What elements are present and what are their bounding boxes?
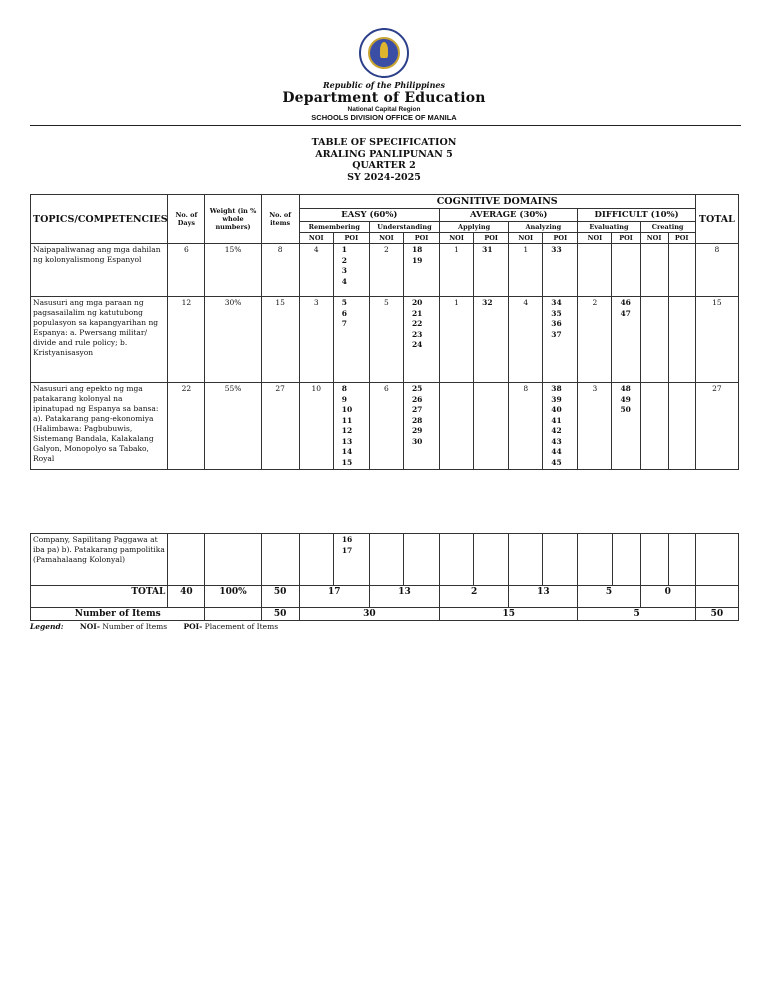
- poi-cell: 32: [474, 297, 509, 383]
- noi-cell: [640, 297, 668, 383]
- weight-cell: 55%: [205, 383, 261, 470]
- noi-cell: 8: [509, 383, 543, 470]
- poi-cell: 16 17: [333, 534, 369, 586]
- legend: [30, 622, 278, 631]
- topics-header: TOPICS/COMPETENCIES: [31, 195, 168, 244]
- noi-cell: 3: [578, 383, 612, 470]
- table-row: [31, 297, 739, 383]
- poi-cell: [668, 297, 695, 383]
- totals-evaluating: 5: [578, 586, 640, 608]
- totals-label: TOTAL: [31, 586, 168, 608]
- noi-cell: 5: [369, 297, 403, 383]
- totals-creating: 0: [640, 586, 695, 608]
- totals-row: [31, 586, 739, 608]
- row-total-cell: 27: [695, 383, 738, 470]
- noi-cell: [640, 244, 668, 297]
- noi-cell: 3: [299, 297, 333, 383]
- legend-label: Legend:: [30, 622, 64, 631]
- poi-cell: [474, 383, 509, 470]
- region-label: National Capital Region: [347, 106, 421, 113]
- row-total-cell: 15: [695, 297, 738, 383]
- poi-cell: 25 26 27 28 29 30: [403, 383, 439, 470]
- noi-header: NOI: [369, 233, 403, 244]
- title-line-1: TABLE OF SPECIFICATION: [311, 137, 457, 148]
- weight-header: Weight (in % whole numbers): [205, 195, 261, 244]
- noi-cell: 1: [440, 244, 474, 297]
- poi-header: POI: [612, 233, 640, 244]
- noi-cell: [440, 383, 474, 470]
- totals-applying: 2: [440, 586, 509, 608]
- easy-header: EASY (60%): [299, 209, 439, 222]
- noi-header: NOI: [299, 233, 333, 244]
- noi-header: NOI: [640, 233, 668, 244]
- average-header: AVERAGE (30%): [440, 209, 578, 222]
- table-row: [31, 383, 739, 470]
- republic-label: Republic of the Philippines: [322, 80, 445, 90]
- poi-cell: 38 39 40 41 42 43 44 45: [543, 383, 578, 470]
- difficult-header: DIFFICULT (10%): [578, 209, 695, 222]
- noi-cell: 1: [440, 297, 474, 383]
- days-cell: 6: [168, 244, 205, 297]
- items-header: No. of items: [261, 195, 299, 244]
- items-cell: 27: [261, 383, 299, 470]
- legend-noi-key: NOI-: [79, 622, 100, 631]
- noi-cell: 1: [509, 244, 543, 297]
- poi-cell: 8 9 10 11 12 13 14 15: [333, 383, 369, 470]
- poi-cell: 1 2 3 4: [333, 244, 369, 297]
- noi-cell: [640, 383, 668, 470]
- noi-cell: [578, 244, 612, 297]
- remembering-header: Remembering: [299, 222, 369, 233]
- poi-cell: [612, 244, 640, 297]
- days-cell: 12: [168, 297, 205, 383]
- poi-cell: 31: [474, 244, 509, 297]
- cognitive-domains-header: COGNITIVE DOMAINS: [299, 195, 695, 209]
- title-line-4: SY 2024-2025: [347, 171, 421, 183]
- noi-cell: 2: [369, 244, 403, 297]
- title-line-3: QUARTER 2: [352, 160, 416, 171]
- deped-seal-icon: [359, 28, 409, 78]
- title-line-2: ARALING PANLIPUNAN 5: [315, 148, 453, 160]
- evaluating-header: Evaluating: [578, 222, 640, 233]
- poi-header: POI: [403, 233, 439, 244]
- table-row: [31, 244, 739, 297]
- poi-header: POI: [333, 233, 369, 244]
- office-label: SCHOOLS DIVISION OFFICE OF MANILA: [311, 113, 457, 122]
- poi-header: POI: [474, 233, 509, 244]
- understanding-header: Understanding: [369, 222, 439, 233]
- totals-items: 50: [261, 586, 299, 608]
- document-header: [0, 28, 768, 122]
- topic-cell: Nasusuri ang mga paraan ng pagsasailalim ng katutubong populasyon sa kapangyarihan ng Espanya: a. Pwersang militar/ divide and rule policy; b. Kristyanisasyon: [31, 297, 168, 383]
- topic-cell: Nasusuri ang epekto ng mga patakarang kolonyal na ipinatupad ng Espanya sa bansa: a). Patakarang pang-ekonomiya (Halimbawa: Pagbubuwis, Sistemang Bandala, Kalakalang Galyon, Monopolyo sa Tabako, Royal: [31, 383, 168, 470]
- noi-header: NOI: [509, 233, 543, 244]
- weight-cell: 30%: [205, 297, 261, 383]
- legend-noi-text: Number of Items: [102, 622, 168, 631]
- totals-understanding: 13: [369, 586, 439, 608]
- creating-header: Creating: [640, 222, 695, 233]
- poi-header: POI: [543, 233, 578, 244]
- number-of-items-label: Number of Items: [31, 608, 205, 621]
- totals-days: 40: [168, 586, 205, 608]
- poi-cell: 48 49 50: [612, 383, 640, 470]
- items-cell: 8: [261, 244, 299, 297]
- weight-cell: 15%: [205, 244, 261, 297]
- noi-cell: 10: [299, 383, 333, 470]
- totals-weight: 100%: [205, 586, 261, 608]
- poi-cell: 46 47: [612, 297, 640, 383]
- number-of-items-difficult: 5: [578, 608, 695, 621]
- totals-remembering: 17: [299, 586, 369, 608]
- poi-cell: 5 6 7: [333, 297, 369, 383]
- totals-analyzing: 13: [509, 586, 578, 608]
- poi-cell: [668, 383, 695, 470]
- row-total-cell: 8: [695, 244, 738, 297]
- legend-poi-text: Placement of Items: [204, 622, 279, 631]
- noi-cell: 2: [578, 297, 612, 383]
- noi-header: NOI: [440, 233, 474, 244]
- document-titles: [0, 137, 768, 183]
- number-of-items-total: 50: [695, 608, 738, 621]
- noi-cell: 4: [509, 297, 543, 383]
- noi-cell: 4: [299, 244, 333, 297]
- legend-poi-key: POI-: [183, 622, 203, 631]
- header-divider: [30, 125, 741, 126]
- table-row: [31, 534, 739, 586]
- applying-header: Applying: [440, 222, 509, 233]
- days-cell: 22: [168, 383, 205, 470]
- poi-cell: 34 35 36 37: [543, 297, 578, 383]
- poi-header: POI: [668, 233, 695, 244]
- topic-cell: Naipapaliwanag ang mga dahilan ng kolonyalismong Espanyol: [31, 244, 168, 297]
- noi-header: NOI: [578, 233, 612, 244]
- number-of-items-row: [31, 608, 739, 621]
- total-header: TOTAL: [695, 195, 738, 244]
- poi-cell: 20 21 22 23 24: [403, 297, 439, 383]
- noi-cell: 6: [369, 383, 403, 470]
- items-cell: 15: [261, 297, 299, 383]
- analyzing-header: Analyzing: [509, 222, 578, 233]
- poi-cell: 18 19: [403, 244, 439, 297]
- specification-table-continued: [30, 533, 739, 621]
- poi-cell: 33: [543, 244, 578, 297]
- topic-cell: Company, Sapilitang Paggawa at iba pa) b). Patakarang pampolitika (Pamahalaang Kolonyal): [31, 534, 168, 586]
- number-of-items-items: 50: [261, 608, 299, 621]
- days-header: No. of Days: [168, 195, 205, 244]
- poi-cell: [668, 244, 695, 297]
- department-title: Department of Education: [282, 90, 486, 106]
- number-of-items-average: 15: [440, 608, 578, 621]
- number-of-items-easy: 30: [299, 608, 439, 621]
- specification-table: [30, 194, 739, 470]
